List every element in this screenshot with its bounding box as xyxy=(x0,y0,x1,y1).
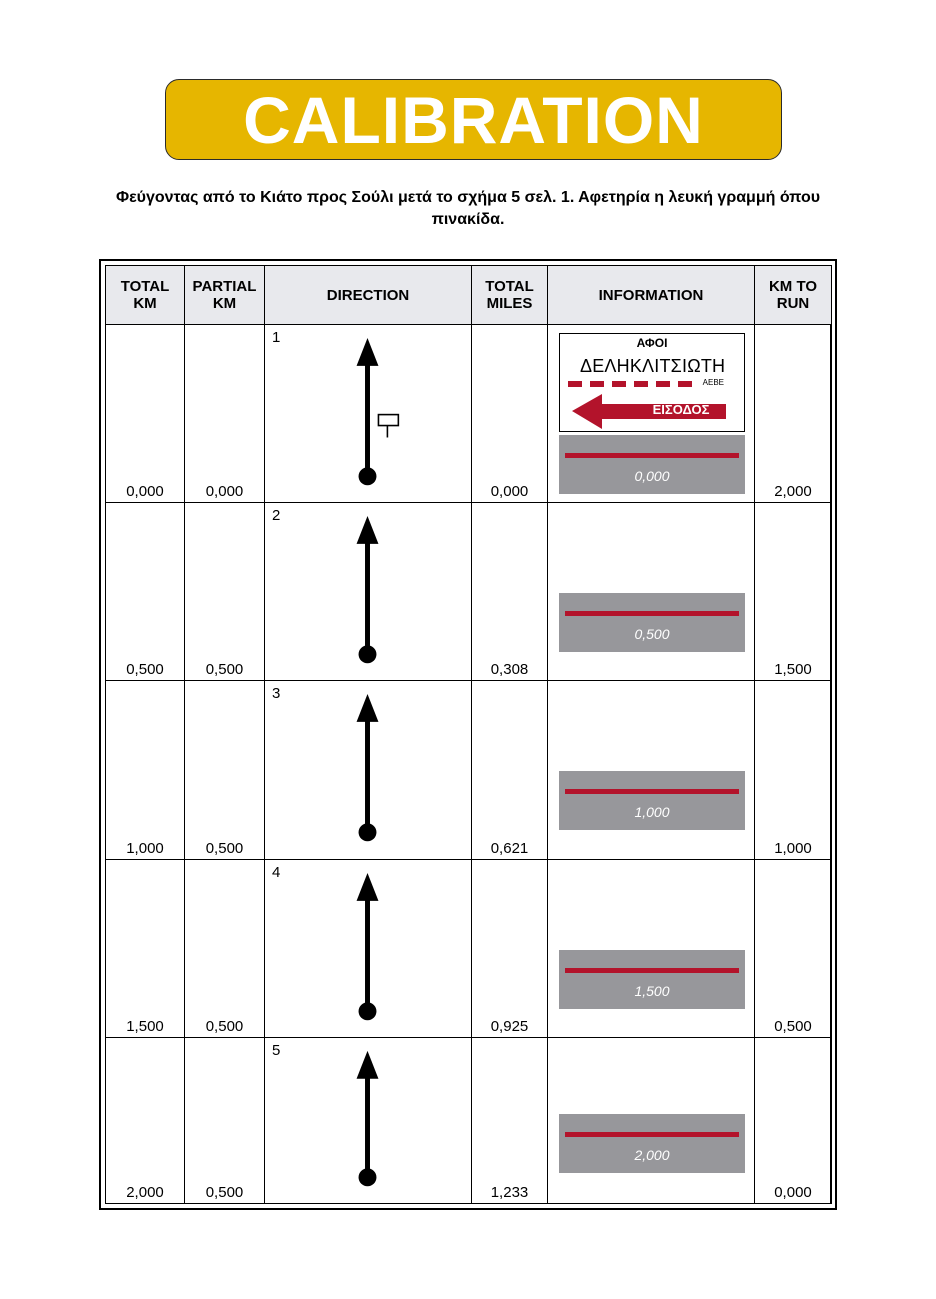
cell-partial-km xyxy=(185,503,265,681)
cell-km-to-run-value: 1,500 xyxy=(774,661,812,679)
header-total-km-line1: TOTAL xyxy=(120,278,170,295)
cell-total-km xyxy=(106,681,185,859)
cell-total-miles xyxy=(472,1037,548,1203)
cell-direction xyxy=(265,1037,472,1203)
straight-arrow-icon xyxy=(265,325,471,502)
cell-partial-km xyxy=(185,681,265,859)
header-km-to-run-line1: KM TO xyxy=(768,278,818,295)
row-number: 1 xyxy=(272,329,281,346)
header-direction: DIRECTION xyxy=(265,266,472,325)
cell-km-to-run-value: 0,000 xyxy=(774,1184,812,1201)
header-partial-km-line2: KM xyxy=(212,295,237,312)
cell-total-miles-value: 1,233 xyxy=(490,1184,529,1201)
header-total-miles xyxy=(472,266,548,325)
straight-arrow-icon xyxy=(265,681,471,858)
cell-partial-km-value: 0,500 xyxy=(205,839,244,857)
cell-total-miles xyxy=(472,503,548,681)
sign-entry-text: ΕΙΣΟΔΟΣ xyxy=(652,402,710,417)
cell-partial-km-value: 0,500 xyxy=(205,661,244,679)
cell-total-miles-value: 0,925 xyxy=(490,1017,529,1035)
header-total-km xyxy=(106,266,185,325)
road-line xyxy=(565,453,739,458)
cell-total-miles xyxy=(472,325,548,503)
cell-partial-km-value: 0,000 xyxy=(205,483,244,501)
panel-distance: 0,500 xyxy=(634,626,670,643)
table-header-row xyxy=(106,266,832,325)
banner-title: CALIBRATION xyxy=(243,82,704,157)
cell-partial-km xyxy=(185,325,265,503)
table-row xyxy=(106,503,832,681)
cell-total-miles xyxy=(472,859,548,1037)
header-km-to-run-line2: RUN xyxy=(776,295,810,312)
route-description: Φεύγοντας από το Κιάτο προς Σούλι μετά το σχήμα 5 σελ. 1. Αφετηρία η λευκή γραμμή όπου πινακίδα. xyxy=(115,189,821,228)
road-line xyxy=(565,611,739,616)
straight-arrow-icon xyxy=(265,503,471,680)
cell-km-to-run xyxy=(755,859,832,1037)
cell-total-km xyxy=(106,325,185,503)
cell-total-miles-value: 0,000 xyxy=(490,483,529,501)
row-number: 2 xyxy=(272,507,281,525)
cell-km-to-run xyxy=(755,681,832,859)
cell-information xyxy=(548,503,755,681)
header-partial-km xyxy=(185,266,265,325)
table-row xyxy=(106,681,832,859)
road-marking-panel xyxy=(559,1114,745,1173)
row-number: 5 xyxy=(272,1041,281,1059)
cell-direction xyxy=(265,503,472,681)
calibration-banner xyxy=(165,79,782,160)
road-marking-panel xyxy=(559,593,745,652)
cell-total-km-value: 0,500 xyxy=(126,661,164,679)
header-total-miles-line1: TOTAL xyxy=(485,278,534,295)
header-partial-km-line1: PARTIAL xyxy=(192,278,257,295)
signpost-icon xyxy=(378,415,398,438)
cell-information xyxy=(548,681,755,859)
table-row xyxy=(106,325,832,503)
row-number: 4 xyxy=(272,863,281,881)
cell-km-to-run-value: 2,000 xyxy=(774,483,812,501)
table-row xyxy=(106,1037,832,1203)
cell-total-km xyxy=(106,859,185,1037)
cell-km-to-run xyxy=(755,1037,832,1203)
cell-partial-km xyxy=(185,1037,265,1203)
cell-total-miles-value: 0,621 xyxy=(490,839,529,857)
panel-distance: 0,000 xyxy=(634,468,670,484)
cell-information xyxy=(548,859,755,1037)
header-total-miles-line2: MILES xyxy=(486,295,533,312)
cell-total-km xyxy=(106,503,185,681)
road-marking-panel xyxy=(559,771,745,830)
cell-direction xyxy=(265,859,472,1037)
cell-total-km-value: 2,000 xyxy=(126,1184,164,1201)
sign-top-text: ΑΦΟΙ xyxy=(636,336,668,350)
road-line xyxy=(565,789,739,794)
cell-km-to-run-value: 0,500 xyxy=(774,1017,812,1035)
header-information: INFORMATION xyxy=(548,266,755,325)
cell-partial-km-value: 0,500 xyxy=(205,1017,244,1035)
cell-information xyxy=(548,1037,755,1203)
road-marking-panel xyxy=(559,435,745,494)
cell-total-km-value: 0,000 xyxy=(126,483,164,501)
cell-total-miles-value: 0,308 xyxy=(490,661,529,679)
panel-distance: 1,500 xyxy=(634,982,670,999)
road-line xyxy=(565,968,739,973)
cell-direction xyxy=(265,681,472,859)
table-row xyxy=(106,859,832,1037)
cell-total-km-value: 1,500 xyxy=(126,1017,164,1035)
straight-arrow-icon xyxy=(265,1038,471,1203)
cell-information xyxy=(548,325,755,503)
entrance-sign xyxy=(559,333,745,432)
sign-name-text: ΔΕΛΗΚΛΙΤΣΙΩΤΗ xyxy=(580,356,726,376)
straight-arrow-icon xyxy=(265,860,471,1037)
cell-total-km xyxy=(106,1037,185,1203)
roadbook-table xyxy=(105,265,832,1204)
header-total-km-line2: KM xyxy=(133,295,157,312)
panel-distance: 1,000 xyxy=(634,804,670,821)
cell-total-km-value: 1,000 xyxy=(126,839,164,857)
cell-partial-km-value: 0,500 xyxy=(205,1184,244,1201)
row-number: 3 xyxy=(272,685,281,703)
cell-direction xyxy=(265,325,472,503)
sign-abbr-text: ΑΕΒΕ xyxy=(702,378,724,387)
cell-partial-km xyxy=(185,859,265,1037)
road-marking-panel xyxy=(559,950,745,1009)
cell-total-miles xyxy=(472,681,548,859)
cell-km-to-run-value: 1,000 xyxy=(774,839,812,857)
road-line xyxy=(565,1132,739,1137)
cell-km-to-run xyxy=(755,325,832,503)
cell-km-to-run xyxy=(755,503,832,681)
header-km-to-run xyxy=(755,266,832,325)
panel-distance: 2,000 xyxy=(634,1146,670,1163)
